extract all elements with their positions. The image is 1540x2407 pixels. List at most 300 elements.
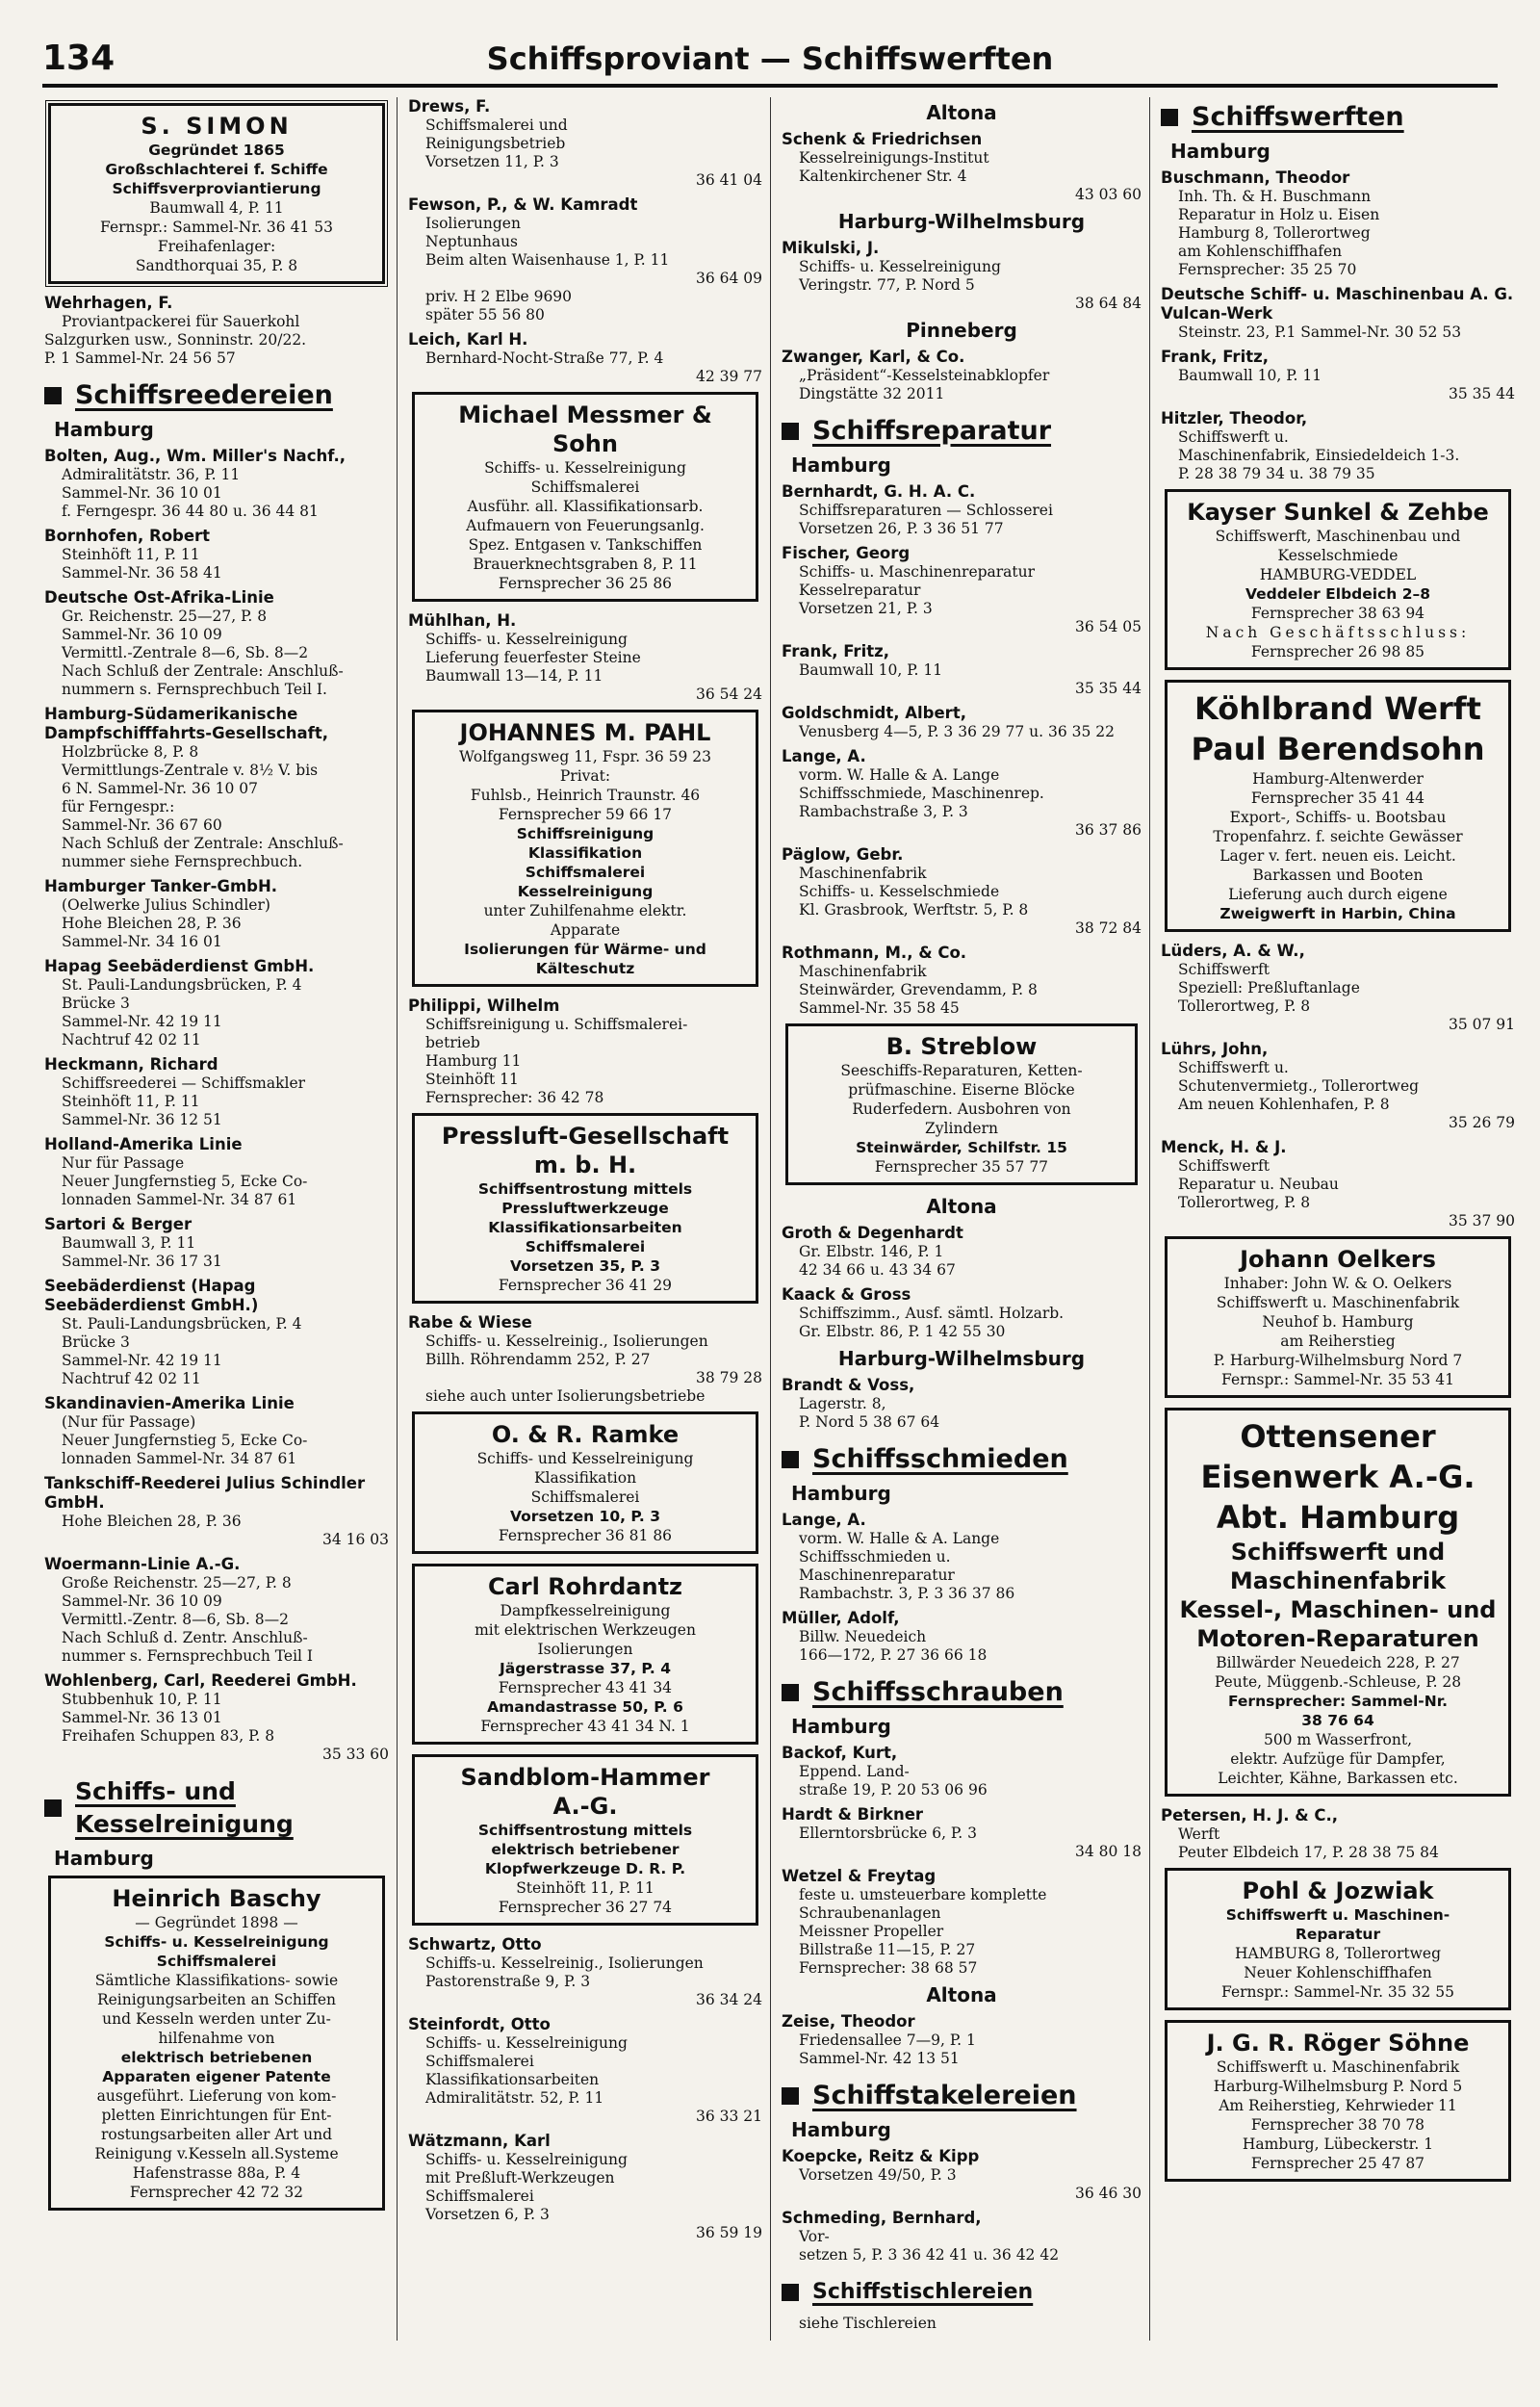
ad-line: B. Streblow (886, 1033, 1038, 1060)
entry-line: Nach Schluß d. Zentr. Anschluß- (62, 1629, 308, 1646)
city-heading: Harburg-Wilhelmsburg (837, 210, 1086, 233)
entry-name: Menck, H. & J. (1161, 1138, 1287, 1156)
ad-line: Schiffsreinigung (516, 825, 654, 842)
ad-line: Inhaber: John W. & O. Oelkers (1223, 1275, 1452, 1292)
ad-line: Maschinenfabrik (1229, 1567, 1447, 1594)
ad-line: Kesselreinigung (517, 883, 654, 900)
city-heading: Hamburg (54, 1847, 154, 1870)
entry-line: nummern s. Fernsprechbuch Teil I. (62, 681, 327, 698)
entry-line: Gr. Elbstr. 86, P. 1 42 55 30 (799, 1323, 1006, 1340)
directory-entry (408, 97, 762, 190)
entry-line: Freihafen Schuppen 83, P. 8 (62, 1727, 275, 1745)
city-heading: Hamburg (791, 1482, 891, 1505)
entry-mikulski (782, 239, 1142, 313)
entry-line: Sammel-Nr. 36 17 31 (62, 1253, 222, 1270)
section-square-icon (782, 423, 799, 440)
ad-line: pletten Einrichtungen für Ent- (101, 2107, 332, 2124)
entry-name: Tankschiff-Reederei Julius Schindler GmbH. (44, 1474, 366, 1512)
entry-line: Fernsprecher: 35 25 70 (1178, 261, 1357, 278)
directory-entry (782, 2147, 1142, 2203)
directory-entry (782, 704, 1142, 741)
schrauben-list (782, 1744, 1142, 1978)
ad-line: hilfenahme von (158, 2030, 275, 2047)
ad-line: Fernspr.: Sammel-Nr. 35 53 41 (1221, 1371, 1454, 1388)
section-square-icon (44, 387, 62, 404)
entry-line: Veringstr. 77, P. Nord 5 (799, 276, 975, 294)
schmieden-list (782, 1511, 1142, 1665)
ad-pohl (1165, 1868, 1511, 2010)
ad-line: Fernsprecher 59 66 17 (498, 806, 673, 823)
directory-entry (44, 527, 389, 582)
directory-entry (408, 611, 762, 704)
entry-line: Sammel-Nr. 36 10 01 (62, 484, 222, 502)
directory-entry (782, 239, 1142, 313)
entry-name: Lange, A. (782, 747, 866, 765)
entry-line: 35 33 60 (321, 1746, 389, 1763)
entry-line: Hamburg 11 (425, 1052, 522, 1070)
entry-line: Hohe Bleichen 28, P. 36 (62, 915, 242, 932)
ad-line: Lager v. fert. neuen eis. Leicht. (1219, 847, 1456, 865)
section-square-icon (1161, 109, 1178, 126)
entry-line: für Ferngespr.: (62, 798, 175, 815)
page-title: Schiffsproviant — Schiffswerften (486, 40, 1054, 77)
entry-line: Schiffs-u. Kesselreinig., Isolierungen (425, 1954, 704, 1972)
entry-line: Isolierungen (425, 215, 521, 232)
entry-line: Vorsetzen 26, P. 3 36 51 77 (799, 520, 1004, 537)
entry-line: St. Pauli-Landungsbrücken, P. 4 (62, 976, 302, 994)
directory-entry (1161, 409, 1515, 483)
ad-line: Fernsprecher 36 81 86 (498, 1527, 673, 1544)
entry-line: Sammel-Nr. 42 19 11 (62, 1352, 222, 1369)
entry-name: Hardt & Birkner (782, 1805, 924, 1824)
ad-line: Leichter, Kähne, Barkassen etc. (1218, 1770, 1458, 1787)
entry-line: 42 39 77 (695, 368, 762, 385)
entry-line: 36 54 24 (695, 686, 762, 703)
entry-line: mit Preßluft-Werkzeugen (425, 2169, 615, 2187)
city-heading: Pinneberg (906, 319, 1017, 342)
entry-line: 36 59 19 (695, 2224, 762, 2241)
entry-line: Billw. Neuedeich (799, 1628, 927, 1645)
entry-line: Baumwall 10, P. 11 (1178, 367, 1322, 384)
entry-line: 36 33 21 (695, 2108, 762, 2125)
section-square-icon (782, 2284, 799, 2301)
entry-line: setzen 5, P. 3 36 42 41 u. 36 42 42 (799, 2246, 1060, 2264)
entry-line: Maschinenfabrik (799, 865, 927, 882)
entry-line: Sammel-Nr. 36 10 09 (62, 626, 222, 643)
ad-line: Kesselschmiede (1277, 547, 1399, 564)
ad-line: Schiffsmalerei (530, 1488, 640, 1506)
entry-name: Brandt & Voss, (782, 1376, 915, 1394)
directory-entry (782, 482, 1142, 538)
ad-rohrdantz (412, 1564, 758, 1745)
entry-name: Fewson, P., & W. Kamradt (408, 195, 638, 214)
entry-line: Schiffs- u. Kesselschmiede (799, 883, 1000, 900)
section-schiffstischlereien: Schiffstischlereien (782, 2276, 1142, 2309)
ad-line: Barkassen und Booten (1252, 867, 1424, 884)
ad-line: Fernsprecher 38 63 94 (1250, 605, 1425, 622)
entry-line: 36 37 86 (1074, 821, 1142, 839)
entry-line: Eppend. Land- (799, 1763, 910, 1780)
entry-name: Frank, Fritz, (1161, 348, 1269, 366)
ad-line: Eisenwerk A.-G. (1200, 1459, 1476, 1495)
ad-line: Kayser Sunkel & Zehbe (1187, 499, 1489, 526)
directory-entry (44, 1555, 389, 1666)
directory-entry (44, 1474, 389, 1549)
entry-line: f. Ferngespr. 36 44 80 u. 36 44 81 (62, 503, 319, 520)
ad-line: Fernsprecher: Sammel-Nr. (1227, 1693, 1449, 1710)
entry-line: 6 N. Sammel-Nr. 36 10 07 (62, 780, 258, 797)
ad-pahl (412, 710, 758, 987)
directory-entry (44, 1671, 389, 1764)
altona-list (782, 1224, 1142, 1341)
entry-name: Backof, Kurt, (782, 1744, 898, 1762)
entry-line: lonnaden Sammel-Nr. 34 87 61 (62, 1191, 297, 1208)
ad-line: unter Zuhilfenahme elektr. (483, 902, 687, 919)
ad-line: Neuer Kohlenschiffhafen (1244, 1964, 1432, 1981)
entry-line: betrieb (425, 1034, 480, 1051)
entry-line: Admiralitätstr. 52, P. 11 (425, 2089, 604, 2107)
column-3 (780, 97, 1142, 2341)
entry-line: Hohe Bleichen 28, P. 36 (62, 1513, 242, 1530)
ad-line: Vorsetzen 10, P. 3 (510, 1508, 660, 1525)
directory-entry (44, 705, 389, 871)
ad-roeger (1165, 2020, 1511, 2182)
ad-line: Jägerstrasse 37, P. 4 (499, 1660, 671, 1677)
entry-line: lonnaden Sammel-Nr. 34 87 61 (62, 1450, 297, 1467)
entry-line: Neptunhaus (425, 233, 519, 250)
entry-name: Deutsche Ost-Afrika-Linie (44, 588, 274, 607)
entry-line: später 55 56 80 (425, 306, 545, 324)
entry-line: Tollerortweg, P. 8 (1178, 997, 1311, 1015)
ad-baschy (48, 1876, 385, 2211)
entry-line: Bernhard-Nocht-Straße 77, P. 4 (425, 349, 664, 367)
ad-line: Fernsprecher 26 98 85 (1250, 643, 1425, 660)
werften-list-mid (1161, 942, 1515, 1230)
entry-line: Schiffs- u. Kesselreinigung (425, 2034, 628, 2052)
ad-line: Fernsprecher 36 25 86 (498, 575, 673, 592)
entry-line: Schiffs- u. Kesselreinig., Isolierungen (425, 1333, 708, 1350)
ad-line: Steinwärder, Schilfstr. 15 (856, 1139, 1067, 1156)
ad-line: Brauerknechtsgraben 8, P. 11 (473, 556, 698, 573)
entry-line: Steinhöft 11 (425, 1071, 519, 1088)
entry-line: Schiffsmalerei (425, 2053, 534, 2070)
entry-line: Schiffsreparaturen — Schlosserei (799, 502, 1053, 519)
entry-line: Venusberg 4—5, P. 3 36 29 77 u. 36 35 22 (799, 723, 1116, 740)
entry-name: Drews, F. (408, 97, 491, 116)
directory-entry (782, 1224, 1142, 1280)
entry-name: Bolten, Aug., Wm. Miller's Nachf., (44, 447, 346, 465)
ad-koehlbrand (1165, 680, 1511, 932)
entry-line: 38 72 84 (1074, 919, 1142, 937)
entry-name: Rabe & Wiese (408, 1313, 532, 1332)
ad-line: und Kesseln werden unter Zu- (102, 2010, 331, 2028)
entry-line: Schiffswerft (1178, 961, 1270, 978)
ad-line: Schiffsentrostung mittels (477, 1180, 693, 1198)
entry-line: feste u. umsteuerbare komplette (799, 1886, 1047, 1903)
entry-line: priv. H 2 Elbe 9690 (425, 288, 573, 305)
ad-line: Zylindern (925, 1120, 998, 1137)
entry-name: Fischer, Georg (782, 544, 911, 562)
entry-line: Vermittlungs-Zentrale v. 8½ V. bis (62, 762, 319, 779)
entry-line: Reparatur u. Neubau (1178, 1176, 1339, 1193)
entry-line: Steinstr. 23, P.1 Sammel-Nr. 30 52 53 (1178, 324, 1462, 341)
entry-line: Sammel-Nr. 42 19 11 (62, 1013, 222, 1030)
column-2 (406, 97, 762, 2341)
entry-line: Sammel-Nr. 36 12 51 (62, 1111, 222, 1128)
section-schiffsschrauben: Schiffsschrauben (782, 1676, 1142, 1709)
directory-entry (782, 1805, 1142, 1861)
entry-line: Vermittl.-Zentrale 8—6, Sb. 8—2 (62, 644, 309, 661)
entry-line: 43 03 60 (1074, 186, 1142, 203)
section-square-icon (44, 1799, 62, 1817)
entry-line: 42 34 66 u. 43 34 67 (799, 1261, 956, 1279)
entry-line: 36 46 30 (1074, 2185, 1142, 2202)
ad-line: Neuhof b. Hamburg (1262, 1313, 1414, 1331)
entry-line: Pastorenstraße 9, P. 3 (425, 1973, 591, 1990)
ad-line: Motoren-Reparaturen (1196, 1625, 1479, 1652)
directory-entry (1161, 942, 1515, 1034)
directory-entry (44, 1277, 389, 1388)
ad-pressluft (412, 1113, 758, 1304)
directory-entry (408, 330, 762, 386)
entry-line: Speziell: Preßluftanlage (1178, 979, 1360, 996)
ad-line: Schiffswerft, Maschinenbau und (1215, 528, 1461, 545)
entry-line: Schiffswerft (1178, 1157, 1270, 1175)
entry-line: Vermittl.-Zentr. 8—6, Sb. 8—2 (62, 1611, 289, 1628)
entry-name: Päglow, Gebr. (782, 845, 904, 864)
entry-line: Schiffsschmiede, Maschinenrep. (799, 785, 1044, 802)
ad-line: Paul Berendsohn (1191, 731, 1485, 767)
entry-line: Rambachstraße 3, P. 3 (799, 803, 968, 820)
entry-line: Holzbrücke 8, P. 8 (62, 743, 199, 761)
entry-line: Beim alten Waisenhause 1, P. 11 (425, 251, 670, 269)
entry-line: Billstraße 11—15, P. 27 (799, 1941, 976, 1958)
ad-line: Dampfkesselreinigung (500, 1602, 671, 1619)
city-heading: Hamburg (1170, 140, 1270, 163)
entry-line: Steinwärder, Grevendamm, P. 8 (799, 981, 1038, 998)
entry-line: Vor- (799, 2228, 830, 2245)
entry-line: Friedensallee 7—9, P. 1 (799, 2032, 976, 2049)
ad-line: J. G. R. Röger Söhne (1206, 2030, 1470, 2057)
entry-line: 166—172, P. 27 36 66 18 (799, 1646, 988, 1664)
entry-name: Mühlhan, H. (408, 611, 517, 630)
ad-line: Hafenstrasse 88a, P. 4 (132, 2164, 301, 2182)
entry-line: 35 07 91 (1448, 1016, 1515, 1033)
entry-line: Vorsetzen 49/50, P. 3 (799, 2166, 957, 2184)
entry-name: Mikulski, J. (782, 239, 880, 257)
ad-line: prüfmaschine. Eiserne Blöcke (848, 1081, 1075, 1099)
entry-line: St. Pauli-Landungsbrücken, P. 4 (62, 1315, 302, 1333)
entry-name: Hamburger Tanker-GmbH. (44, 877, 278, 895)
entry-line: Schiffsreederei — Schiffsmakler (62, 1074, 306, 1092)
ad-kayser (1165, 489, 1511, 670)
entry-line: 34 80 18 (1074, 1843, 1142, 1860)
entry-line: Vorsetzen 21, P. 3 (799, 600, 933, 617)
entry-line: Steinhöft 11, P. 11 (62, 1093, 200, 1110)
entry-line: Sammel-Nr. 42 13 51 (799, 2050, 960, 2067)
entry-line: siehe auch unter Isolierungsbetriebe (425, 1387, 706, 1405)
entry-line: 35 35 44 (1448, 385, 1515, 402)
entry-zwanger (782, 348, 1142, 403)
ad-line: Reinigung v.Kesseln all.Systeme (94, 2145, 339, 2162)
ad-line: Apparaten eigener Patente (102, 2068, 331, 2085)
entry-name: Wätzmann, Karl (408, 2132, 551, 2150)
entry-line: Rambachstr. 3, P. 3 36 37 86 (799, 1585, 1015, 1602)
entry-line: „Präsident“-Kesselsteinabklopfer (799, 367, 1050, 384)
ad-line: mit elektrischen Werkzeugen (475, 1621, 696, 1639)
ad-line: m. b. H. (533, 1152, 637, 1178)
entry-line: vorm. W. Halle & A. Lange (799, 766, 1000, 784)
ad-line: Steinhöft 11, P. 11 (516, 1879, 654, 1897)
ad-oelkers (1165, 1236, 1511, 1398)
page-number: 134 (42, 39, 116, 78)
ad-line: Kessel-, Maschinen- und (1179, 1596, 1497, 1623)
ad-line: Ausführ. all. Klassifikationsarb. (467, 498, 704, 515)
ad-line: Zweigwerft in Harbin, China (1219, 905, 1456, 922)
entry-line: Nachtruf 42 02 11 (62, 1370, 201, 1387)
entry-line: (Oelwerke Julius Schindler) (62, 896, 270, 914)
ad-line: Amandastrasse 50, P. 6 (487, 1698, 683, 1716)
entry-line: Dingstätte 32 2011 (799, 385, 945, 402)
ad-line: Wolfgangsweg 11, Fspr. 36 59 23 (458, 748, 711, 765)
directory-entry (1161, 1040, 1515, 1132)
ad-line: Fernspr.: Sammel-Nr. 35 32 55 (1221, 1983, 1454, 2001)
entry-line: 35 26 79 (1448, 1114, 1515, 1131)
werften-list-top (1161, 168, 1515, 483)
ad-line: Reinigungsarbeiten an Schiffen (96, 1991, 337, 2008)
entry-name: Skandinavien-Amerika Linie (44, 1394, 295, 1412)
entry-line: Hamburg 8, Tollerortweg (1178, 224, 1371, 242)
ad-line: Tropenfahrz. f. seichte Gewässer (1213, 828, 1463, 845)
entry-name: Holland-Amerika Linie (44, 1135, 243, 1153)
section-schiffstakelereien: Schiffstakelereien (782, 2080, 1142, 2112)
entry-line: Große Reichenstr. 25—27, P. 8 (62, 1574, 292, 1592)
entry-line: straße 19, P. 20 53 06 96 (799, 1781, 988, 1799)
entry-line: Lieferung feuerfester Steine (425, 649, 641, 666)
directory-entry (782, 1744, 1142, 1799)
ad-line: Aufmauern von Feuerungsanlg. (466, 517, 705, 534)
ad-line: Schiffsmalerei (156, 1953, 277, 1970)
entry-line: Schiffsreinigung u. Schiffsmalerei- (425, 1016, 688, 1033)
ad-line: elektr. Aufzüge für Dampfer, (1230, 1750, 1446, 1768)
entry-name: Wohlenberg, Carl, Reederei GmbH. (44, 1671, 357, 1690)
entry-line: Nachtruf 42 02 11 (62, 1031, 201, 1048)
city-heading: Altona (926, 1195, 997, 1218)
entry-line: Baumwall 10, P. 11 (799, 661, 943, 679)
entry-line: Sammel-Nr. 35 58 45 (799, 999, 960, 1017)
entry-name: Groth & Degenhardt (782, 1224, 963, 1242)
entry-line: am Kohlenschiffhafen (1178, 243, 1343, 260)
entry-line: Vorsetzen 11, P. 3 (425, 153, 559, 170)
ad-line: Schiffswerft und (1230, 1539, 1446, 1566)
entry-line: Steinhöft 11, P. 11 (62, 546, 200, 563)
ad-line: am Reiherstieg (1280, 1333, 1396, 1350)
entry-line: Baumwall 13—14, P. 11 (425, 667, 603, 685)
entry-line: Brücke 3 (62, 995, 130, 1012)
ad-line: Schiffsmalerei (525, 864, 646, 881)
page-header (42, 39, 1498, 88)
directory-entry (44, 877, 389, 951)
entry-name: Buschmann, Theodor (1161, 168, 1350, 187)
ad-line: Fernsprecher 36 27 74 (498, 1899, 673, 1916)
column-1 (42, 97, 389, 2341)
entry-line: Peuter Elbdeich 17, P. 28 38 75 84 (1178, 1844, 1439, 1861)
entry-name: Rothmann, M., & Co. (782, 944, 967, 962)
entry-name: Zwanger, Karl, & Co. (782, 348, 965, 366)
entry-line: Reparatur in Holz u. Eisen (1178, 206, 1380, 223)
ad-line: Michael Messmer & Sohn (458, 401, 712, 457)
directory-entry (408, 2015, 762, 2126)
entry-line: 36 34 24 (695, 1991, 762, 2008)
entry-name: Petersen, H. J. & C., (1161, 1806, 1339, 1825)
ad-line: Ottensener (1240, 1418, 1436, 1455)
entry-line: Maschinenfabrik (799, 963, 927, 980)
ad-line: Isolierungen für Wärme- und (464, 941, 706, 958)
ad-line: Hamburg, Lübeckerstr. 1 (1242, 2135, 1434, 2153)
entry-name: Hamburg-Südamerikanische Dampfschifffahrts-Gesellschaft, (44, 705, 329, 742)
directory-entry (44, 447, 389, 521)
ad-line: rostungsarbeiten aller Art und (100, 2126, 333, 2143)
ad-line: 38 76 64 (1301, 1712, 1374, 1729)
ad-line: Pressluftwerkzeuge (501, 1200, 669, 1217)
entry-line: Schiffsschmieden u. (799, 1548, 951, 1566)
directory-entry (782, 944, 1142, 1018)
ad-line: Fernsprecher 43 41 34 (498, 1679, 673, 1696)
ad-streblow (785, 1023, 1138, 1185)
entry-name: Leich, Karl H. (408, 330, 528, 349)
entry-zeise (782, 2012, 1142, 2068)
column-4 (1159, 97, 1515, 2341)
entry-line: Schiffs- u. Kesselreinigung (425, 631, 628, 648)
entry-line: 36 64 09 (695, 270, 762, 287)
entry-name: Hapag Seebäderdienst GmbH. (44, 957, 315, 975)
entry-line: Maschinenfabrik, Einsiedeldeich 1-3. (1178, 447, 1460, 464)
entry-line: vorm. W. Halle & A. Lange (799, 1530, 1000, 1547)
ad-line: Schiffsmalerei (530, 479, 640, 496)
entry-name: Seebäderdienst (Hapag Seebäderdienst GmbH.) (44, 1277, 259, 1314)
ad-line: Hamburg-Altenwerder (1252, 770, 1424, 788)
entry-name: Frank, Fritz, (782, 642, 889, 660)
entry-name: Lange, A. (782, 1511, 866, 1529)
ad-ramke (412, 1411, 758, 1554)
ad-sandblom (412, 1754, 758, 1926)
ad-line: Veddeler Elbdeich 2–8 (1245, 585, 1431, 603)
entry-line: Nach Schluß der Zentrale: Anschluß- (62, 662, 344, 680)
ad-line: elektrisch betriebenen (120, 2049, 313, 2066)
entry-line: Neuer Jungfernstieg 5, Ecke Co- (62, 1173, 308, 1190)
entry-philippi (408, 996, 762, 1107)
entry-line: Schiffszimm., Ausf. sämtl. Holzarb. (799, 1305, 1065, 1322)
entry-line: Tollerortweg, P. 8 (1178, 1194, 1311, 1211)
directory-entry (782, 845, 1142, 938)
entry-line: Nach Schluß der Zentrale: Anschluß- (62, 835, 344, 852)
ad-line: Billwärder Neuedeich 228, P. 27 (1216, 1654, 1460, 1671)
directory-entry (782, 2012, 1142, 2068)
entry-brandt (782, 1376, 1142, 1432)
entry-name: Wetzel & Freytag (782, 1867, 937, 1885)
directory-entry (44, 1135, 389, 1209)
entry-name: Schmeding, Bernhard, (782, 2209, 982, 2227)
ad-line: Schiffsentrostung mittels (477, 1822, 693, 1839)
section-schiffsschmieden: Schiffsschmieden (782, 1443, 1142, 1476)
entry-line: Sammel-Nr. 36 58 41 (62, 564, 222, 582)
directory-entry (782, 1285, 1142, 1341)
ad-line: Vorsetzen 35, P. 3 (510, 1257, 660, 1275)
ad-line: O. & R. Ramke (491, 1421, 680, 1448)
directory-entry (408, 1935, 762, 2009)
ad-line: — Gegründet 1898 — (135, 1914, 298, 1931)
directory-entry (782, 1867, 1142, 1978)
